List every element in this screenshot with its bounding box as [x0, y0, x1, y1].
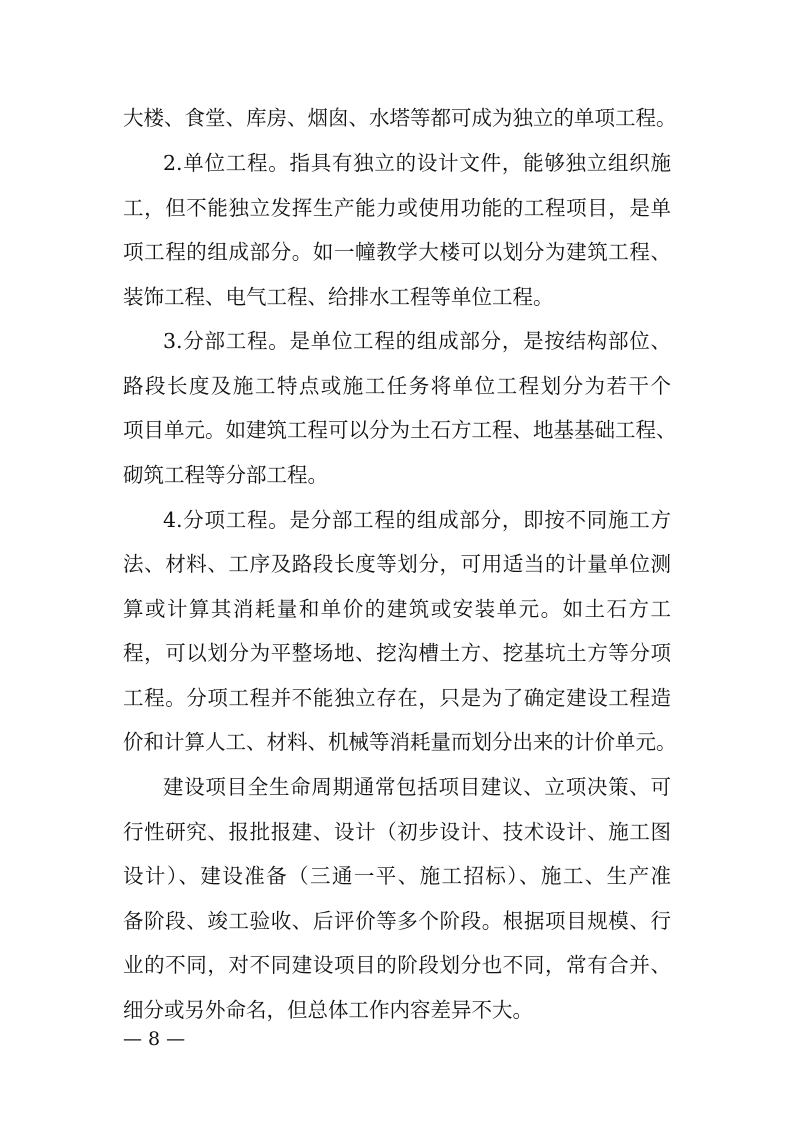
text-line: 行性研究、报批报建、设计（初步设计、技术设计、施工图	[123, 820, 671, 844]
text-line: 备阶段、竣工验收、后评价等多个阶段。根据项目规模、行	[123, 909, 671, 933]
text-line: 工程。分项工程并不能独立存在，只是为了确定建设工程造	[123, 686, 671, 710]
text-line: 路段长度及施工特点或施工任务将单位工程划分为若干个	[123, 374, 671, 398]
text-line: 细分或另外命名，但总体工作内容差异不大。	[123, 998, 533, 1022]
text-line: 法、材料、工序及路段长度等划分，可用适当的计量单位测	[123, 552, 671, 576]
text-line: 砌筑工程等分部工程。	[123, 463, 328, 487]
text-line: 4.分项工程。是分部工程的组成部分，即按不同施工方	[163, 508, 671, 532]
text-line: 装饰工程、电气工程、给排水工程等单位工程。	[123, 285, 554, 309]
text-line: 设计）、建设准备（三通一平、施工招标）、施工、生产准	[123, 864, 671, 888]
text-line: 算或计算其消耗量和单价的建筑或安装单元。如土石方工	[123, 597, 671, 621]
text-line: 工，但不能独立发挥生产能力或使用功能的工程项目，是单	[123, 196, 671, 220]
page-number: — 8 —	[123, 1028, 186, 1050]
text-line: 3.分部工程。是单位工程的组成部分，是按结构部位、	[163, 329, 671, 353]
text-line: 大楼、食堂、库房、烟囱、水塔等都可成为独立的单项工程。	[123, 106, 677, 130]
text-line: 项工程的组成部分。如一幢教学大楼可以划分为建筑工程、	[123, 240, 671, 264]
text-line: 建设项目全生命周期通常包括项目建议、立项决策、可	[163, 775, 671, 799]
text-line: 项目单元。如建筑工程可以分为土石方工程、地基基础工程、	[123, 418, 677, 442]
text-line: 业的不同，对不同建设项目的阶段划分也不同，常有合并、	[123, 953, 671, 977]
text-line: 2.单位工程。指具有独立的设计文件，能够独立组织施	[163, 151, 671, 175]
text-line: 程，可以划分为平整场地、挖沟槽土方、挖基坑土方等分项	[123, 641, 671, 665]
text-line: 价和计算人工、材料、机械等消耗量而划分出来的计价单元。	[123, 730, 677, 754]
